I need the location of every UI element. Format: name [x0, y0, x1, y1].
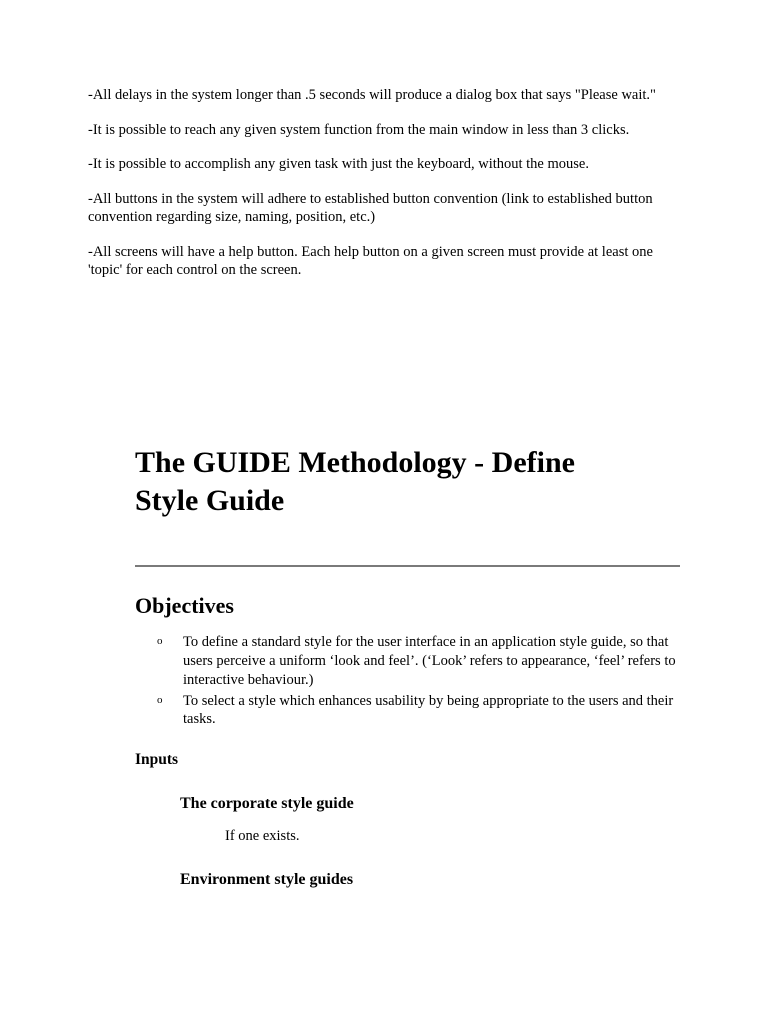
paragraph-help-button: -All screens will have a help button. Each help button on a given screen must provide at least one 'topic' for each control on the screen.: [88, 243, 653, 279]
page-title: The GUIDE Methodology - Define Style Guide: [135, 445, 575, 518]
list-item: [135, 692, 680, 730]
document-content: [88, 86, 680, 889]
inputs-heading: Inputs: [135, 751, 179, 769]
paragraph-clicks: -It is possible to reach any given system function from the main window in less than 3 clicks.: [88, 121, 630, 138]
list-item: [135, 633, 680, 690]
horizontal-rule: [135, 565, 680, 567]
list-item-text: To define a standard style for the user interface in an application style guide, so that users perceive a uniform ‘look and feel’. (‘Look’ refers to appearance, ‘feel’ refers to interactive behaviour.): [183, 634, 676, 688]
list-item-text: To select a style which enhances usability by being appropriate to the users and their tasks.: [183, 692, 674, 728]
input-heading-environment-style-guides: Environment style guides: [180, 870, 354, 888]
input-heading-corporate-style-guide: The corporate style guide: [180, 794, 354, 812]
bullet-marker: o: [157, 635, 163, 647]
objectives-list: [88, 633, 680, 729]
paragraph-delays: -All delays in the system longer than .5 seconds will produce a dialog box that says "Please wait.": [88, 87, 656, 103]
vertical-spacer: [88, 296, 680, 444]
paragraph-keyboard: -It is possible to accomplish any given task with just the keyboard, without the mouse.: [88, 156, 589, 173]
paragraph-buttons: -All buttons in the system will adhere to established button convention (link to established button convention regarding size, naming, position, etc.): [88, 190, 653, 226]
objectives-heading: Objectives: [135, 592, 234, 618]
input-note-corporate-style-guide: If one exists.: [225, 828, 300, 844]
bullet-marker: o: [157, 693, 163, 706]
